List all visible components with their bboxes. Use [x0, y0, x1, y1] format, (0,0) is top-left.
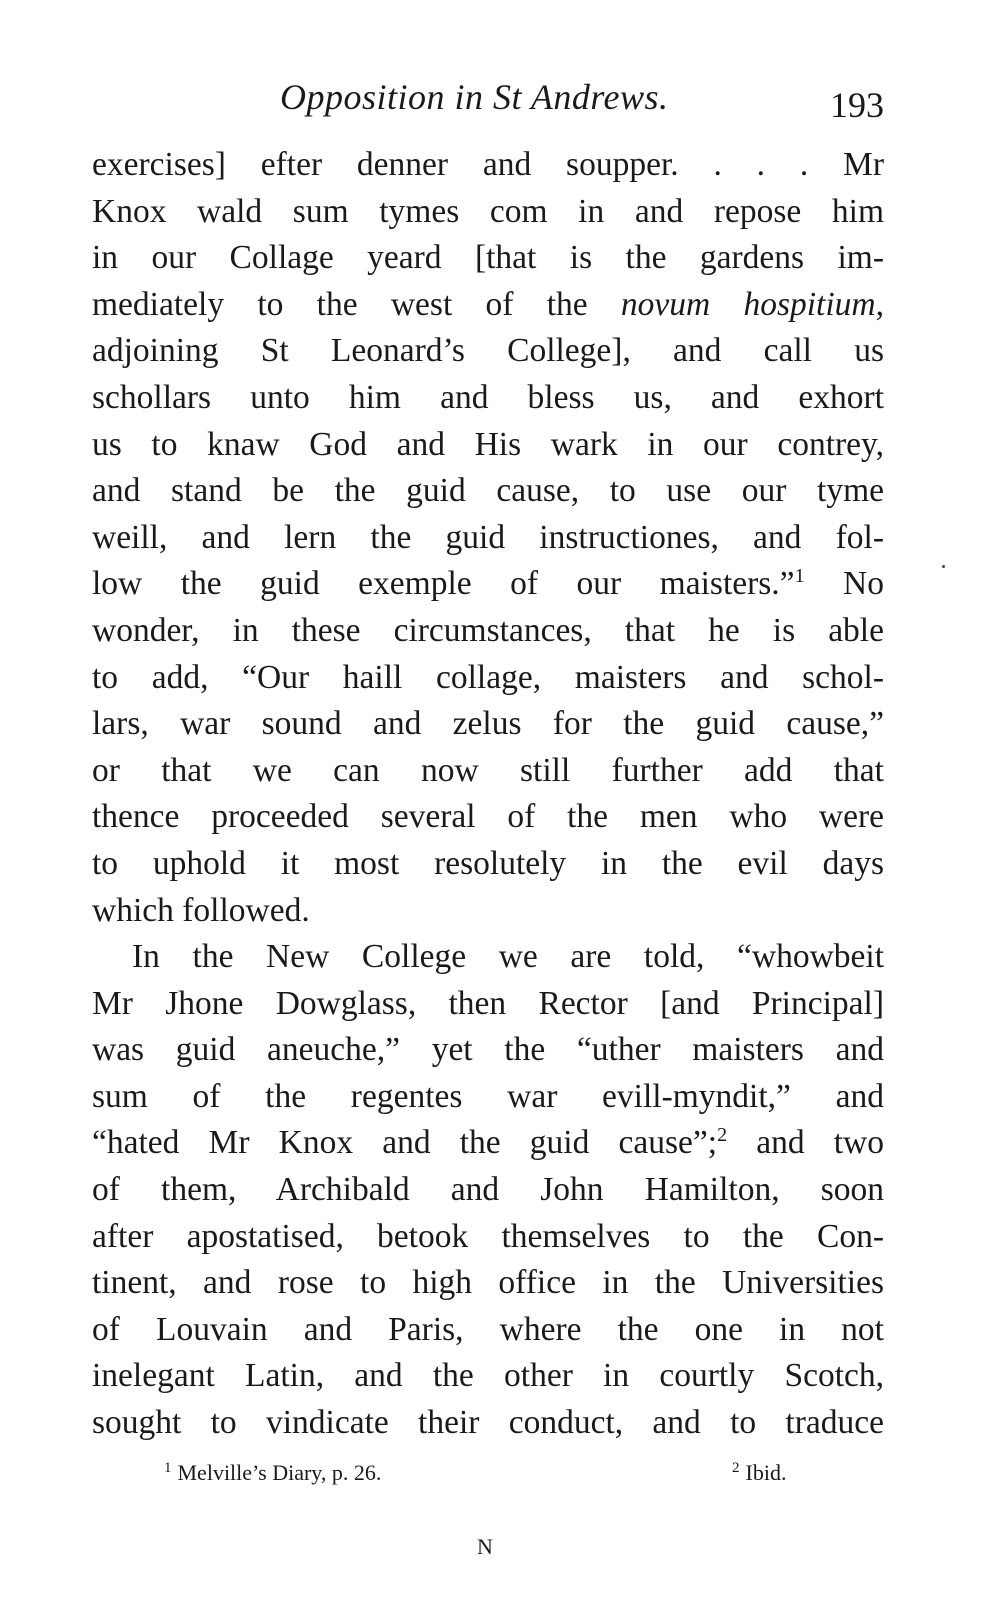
footnote-mark: 2 — [732, 1459, 740, 1476]
text-segment: and two — [727, 1124, 884, 1162]
text-line: sum of the regentes war evill-myndit,” and — [92, 1077, 884, 1115]
italic-phrase: novum hospitium — [620, 285, 876, 323]
text-line: us to knaw God and His wark in our contrey, — [92, 425, 884, 463]
text-line: to uphold it most resolutely in the evil days — [92, 844, 884, 882]
text-line: inelegant Latin, and the other in courtly Scotch, — [92, 1357, 884, 1395]
text-line: Mr Jhone Dowglass, then Rector [and Principal] — [92, 984, 884, 1022]
text-line: wonder, in these circumstances, that he is able — [92, 611, 884, 649]
footnote-mark: 1 — [164, 1459, 172, 1476]
text-line: Knox wald sum tymes com in and repose him — [92, 192, 884, 230]
text-line: and stand be the guid cause, to use our tyme — [92, 472, 884, 510]
text-line: which followed. — [92, 891, 310, 929]
footnote-2 — [732, 1460, 786, 1486]
text-line: schollars unto him and bless us, and exhort — [92, 378, 884, 416]
text-line: or that we can now still further add that — [92, 751, 884, 789]
text-line: tinent, and rose to high office in the Universities — [92, 1264, 884, 1302]
running-title: Opposition in St Andrews. — [280, 77, 669, 117]
text-line — [92, 1120, 884, 1167]
text-line: was guid aneuche,” yet the “uther maisters and — [92, 1031, 884, 1069]
text-line: to add, “Our haill collage, maisters and schol- — [92, 658, 884, 696]
footnote-reference: 2 — [717, 1124, 728, 1147]
footnote-text: Ibid. — [745, 1460, 787, 1485]
text-line: lars, war sound and zelus for the guid cause,” — [92, 705, 884, 743]
running-head — [92, 70, 884, 125]
ink-speck — [942, 565, 945, 568]
signature-mark: N — [477, 1534, 493, 1559]
text-segment: low the guid exemple of our maisters.” — [92, 565, 795, 603]
text-segment: mediately to the west of the — [92, 285, 621, 323]
text-line: in our Collage yeard [that is the gardens im- — [92, 239, 884, 277]
footnote-reference: 1 — [794, 565, 805, 588]
body-text — [92, 142, 884, 1447]
text-segment: , — [875, 285, 884, 323]
footnotes — [92, 1460, 884, 1500]
text-line: sought to vindicate their conduct, and to traduce — [92, 1404, 884, 1442]
text-line: of Louvain and Paris, where the one in not — [92, 1310, 884, 1348]
footnote-text: Melville’s Diary, p. 26. — [177, 1460, 382, 1485]
text-line: exercises] efter denner and soupper. . . . Mr — [92, 146, 884, 183]
text-line — [92, 561, 884, 608]
text-line: thence proceeded several of the men who were — [92, 798, 884, 836]
page-number: 193 — [830, 85, 884, 125]
text-line: In the New College we are told, “whowbeit — [132, 938, 884, 976]
text-segment: No — [804, 565, 884, 603]
text-line — [92, 282, 884, 329]
text-line: after apostatised, betook themselves to the Con- — [92, 1217, 884, 1255]
text-segment: “hated Mr Knox and the guid cause”; — [92, 1124, 718, 1162]
text-line: adjoining St Leonard’s College], and call us — [92, 332, 884, 370]
text-line: weill, and lern the guid instructiones, and fol- — [92, 518, 884, 556]
footnote-1 — [164, 1460, 381, 1486]
text-line: of them, Archibald and John Hamilton, soon — [92, 1171, 884, 1209]
